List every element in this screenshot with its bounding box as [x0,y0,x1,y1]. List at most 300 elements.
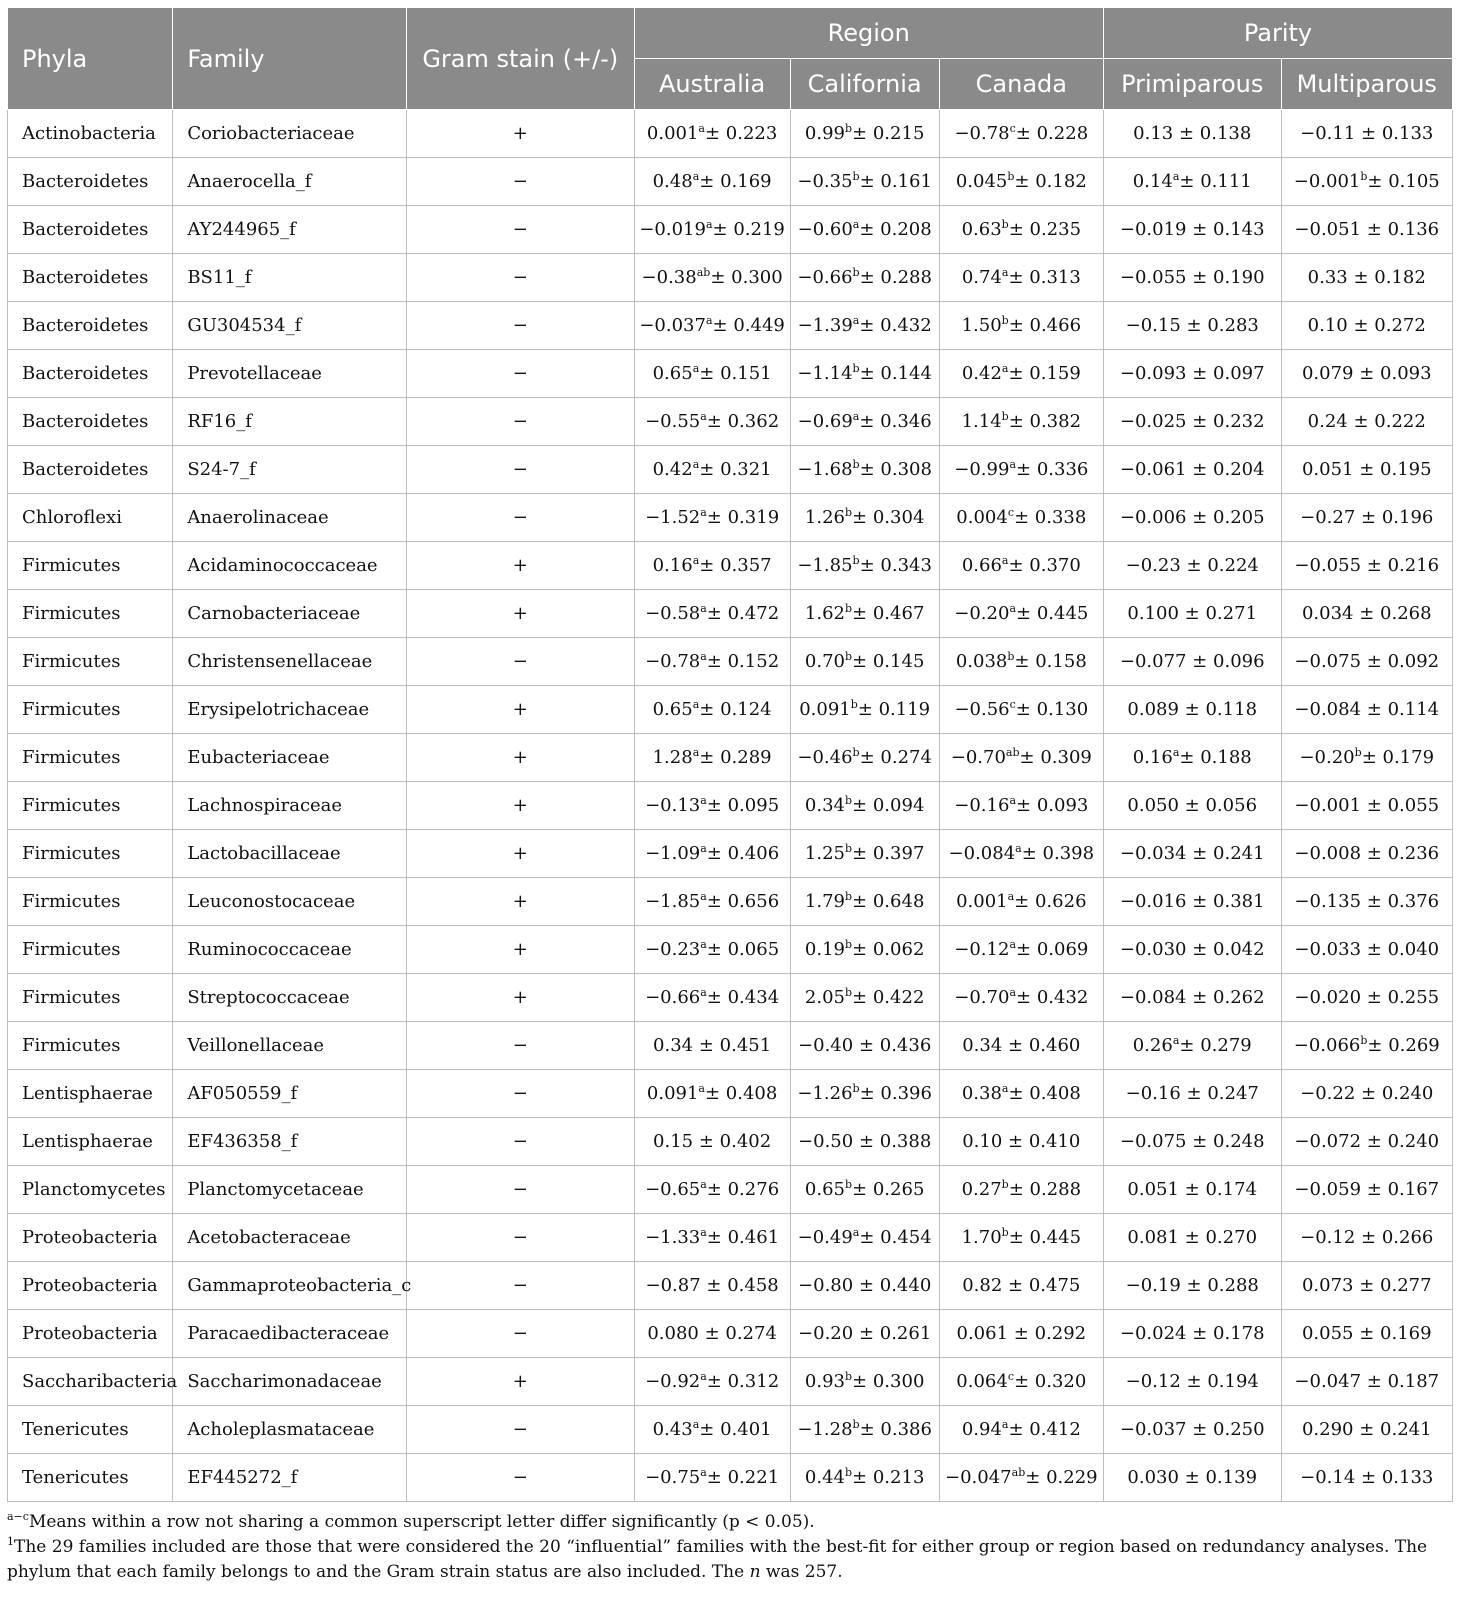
cell-gram-stain: + [406,590,634,638]
cell-gram-stain: − [406,302,634,350]
cell-se: 0.240 [1381,1083,1434,1104]
cell-se: 0.268 [1380,603,1432,624]
cell-superscript: a [700,842,707,855]
cell-mean: −0.001 [1293,171,1361,192]
cell-phyla: Firmicutes [8,878,173,926]
cell-se: 0.144 [880,363,932,384]
cell-mean: −0.35 [797,171,853,192]
cell-se: 0.114 [1387,699,1440,720]
cell-mean: −0.60 [797,219,853,240]
cell-se: 0.436 [879,1035,932,1056]
cell-se: 0.376 [1387,891,1440,912]
cell-superscript: a [1172,170,1180,183]
cell-multiparous: −0.051 ± 0.136 [1281,206,1453,254]
cell-gram-stain: + [406,878,634,926]
cell-mean: −0.15 [1125,315,1181,336]
cell-se: 0.466 [1029,315,1082,336]
cell-superscript: b [845,1370,853,1383]
cell-mean: −0.075 [1294,651,1362,672]
cell-canada: 0.34 ± 0.460 [939,1022,1103,1070]
cell-mean: 0.064 [956,1371,1008,1392]
cell-superscript: b [852,362,860,375]
cell-phyla: Firmicutes [8,590,173,638]
cell-family: EF436358_f [173,1118,407,1166]
cell-multiparous: −0.008 ± 0.236 [1281,830,1453,878]
cell-california: −1.14$^b$± 0.144 [790,350,939,398]
cell-superscript: a [1009,938,1016,951]
cell-se: 0.250 [1213,1419,1265,1440]
cell-california: 1.79$^b$± 0.648 [790,878,939,926]
cell-superscript: a [700,890,707,903]
cell-superscript: a [700,506,707,519]
cell-australia: −1.09$^a$± 0.406 [634,830,790,878]
cell-california: −0.20 ± 0.261 [790,1310,939,1358]
cell-mean: −0.019 [639,219,706,240]
cell-superscript: b [852,266,860,279]
cell-se: 0.133 [1381,123,1434,144]
cell-canada: −0.99$^a$± 0.336 [939,446,1103,494]
cell-primiparous: −0.006 ± 0.205 [1103,494,1281,542]
cell-mean: −0.66 [645,987,701,1008]
cell-mean: 0.055 [1301,1323,1354,1344]
cell-gram-stain: − [406,206,634,254]
cell-se: 0.656 [727,891,780,912]
cell-se: 0.119 [878,699,931,720]
table-row [8,158,1453,206]
cell-superscript: a [692,362,700,375]
cell-se: 0.062 [872,939,925,960]
cell-california: −1.85$^b$± 0.343 [790,542,939,590]
cell-california: −0.69$^a$± 0.346 [790,398,939,446]
cell-mean: −0.23 [1125,555,1181,576]
cell-superscript: a [1009,458,1016,471]
cell-australia: 1.28$^a$± 0.289 [634,734,790,782]
cell-superscript: b [845,842,853,855]
cell-family: Carnobacteriaceae [173,590,407,638]
cell-mean: −0.75 [645,1467,701,1488]
cell-mean: −0.50 [798,1131,854,1152]
cell-superscript: ab [1011,1466,1026,1479]
cell-primiparous: −0.16 ± 0.247 [1103,1070,1281,1118]
cell-superscript: b [852,170,860,183]
table-row [8,398,1453,446]
cell-mean: 1.70 [961,1227,1002,1248]
cell-australia: −0.65$^a$± 0.276 [634,1166,790,1214]
cell-mean: 0.42 [961,363,1002,384]
cell-gram-stain: + [406,926,634,974]
cell-mean: −0.047 [945,1467,1012,1488]
cell-primiparous: 0.13 ± 0.138 [1103,110,1281,158]
cell-superscript: b [1007,170,1015,183]
cell-se: 0.288 [1207,1275,1259,1296]
cell-mean: −0.055 [1294,555,1362,576]
cell-multiparous: 0.33 ± 0.182 [1281,254,1453,302]
cell-mean: 0.100 [1127,603,1179,624]
cell-mean: −1.85 [797,555,853,576]
cell-gram-stain: − [406,350,634,398]
cell-se: 0.336 [1036,459,1089,480]
cell-australia: −1.85$^a$± 0.656 [634,878,790,926]
cell-superscript: b [845,1466,853,1479]
cell-superscript: b [1360,1034,1368,1047]
cell-mean: 0.38 [961,1083,1002,1104]
cell-superscript: a [698,1082,705,1095]
table-row [8,206,1453,254]
cell-se: 0.386 [880,1419,932,1440]
cell-phyla: Firmicutes [8,974,173,1022]
cell-phyla: Bacteroidetes [8,398,173,446]
cell-mean: 0.13 [1133,123,1174,144]
cell-primiparous: 0.050 ± 0.056 [1103,782,1281,830]
cell-superscript: b [845,506,853,519]
cell-mean: −0.13 [645,795,701,816]
cell-australia: −0.037$^a$± 0.449 [634,302,790,350]
cell-superscript: a [852,314,860,327]
cell-se: 0.042 [1213,939,1265,960]
cell-se: 0.169 [1380,1323,1432,1344]
cell-gram-stain: − [406,1070,634,1118]
cell-mean: 0.24 [1307,411,1348,432]
cell-phyla: Planctomycetes [8,1166,173,1214]
cell-family: Saccharimonadaceae [173,1358,407,1406]
table-row [8,1262,1453,1310]
cell-mean: 0.93 [804,1371,845,1392]
cell-se: 0.138 [1199,123,1252,144]
cell-se: 0.460 [1028,1035,1081,1056]
cell-mean: 0.70 [804,651,845,672]
cell-se: 0.265 [872,1179,925,1200]
cell-mean: 0.99 [804,123,845,144]
cell-superscript: a [1001,266,1009,279]
footnote-marker: a−c [7,1510,29,1523]
cell-superscript: b [845,890,853,903]
cell-phyla: Firmicutes [8,542,173,590]
cell-multiparous: −0.135 ± 0.376 [1281,878,1453,926]
cell-canada: −0.16$^a$± 0.093 [939,782,1103,830]
cell-superscript: b [845,602,853,615]
cell-se: 0.648 [872,891,925,912]
cell-mean: 0.10 [962,1131,1003,1152]
cell-australia: −0.13$^a$± 0.095 [634,782,790,830]
cell-se: 0.095 [727,795,780,816]
cell-se: 0.215 [872,123,925,144]
table-footnotes [7,1510,1453,1585]
cell-mean: −0.016 [1119,891,1187,912]
cell-canada: −0.70$^{ab}$± 0.309 [939,734,1103,782]
cell-se: 0.467 [872,603,925,624]
cell-australia: −0.78$^a$± 0.152 [634,638,790,686]
cell-california: −1.28$^b$± 0.386 [790,1406,939,1454]
cell-australia: 0.48$^a$± 0.169 [634,158,790,206]
cell-se: 0.338 [1034,507,1087,528]
cell-phyla: Lentisphaerae [8,1118,173,1166]
cell-superscript: a [1001,362,1009,375]
cell-canada: −0.084$^a$± 0.398 [939,830,1103,878]
cell-se: 0.139 [1205,1467,1258,1488]
cell-se: 0.159 [1029,363,1081,384]
cell-se: 0.092 [1387,651,1440,672]
cell-se: 0.300 [731,267,783,288]
cell-canada: 0.27$^b$± 0.288 [939,1166,1103,1214]
cell-se: 0.111 [1200,171,1252,192]
cell-california: −0.40 ± 0.436 [790,1022,939,1070]
cell-multiparous: 0.290 ± 0.241 [1281,1406,1453,1454]
cell-california: −1.26$^b$± 0.396 [790,1070,939,1118]
cell-se: 0.461 [727,1227,780,1248]
cell-se: 0.312 [727,1371,780,1392]
cell-mean: 1.50 [961,315,1002,336]
cell-gram-stain: − [406,1118,634,1166]
cell-mean: −0.69 [797,411,853,432]
cell-superscript: a [692,1418,700,1431]
cell-se: 0.261 [879,1323,932,1344]
cell-mean: −0.20 [798,1323,854,1344]
cell-se: 0.182 [1374,267,1426,288]
cell-superscript: a [700,1178,707,1191]
cell-mean: 0.089 [1127,699,1179,720]
cell-phyla: Saccharibacteria [8,1358,173,1406]
cell-superscript: b [845,650,853,663]
cell-canada: 0.42$^a$± 0.159 [939,350,1103,398]
cell-superscript: a [852,218,860,231]
cell-superscript: c [1009,122,1016,135]
cell-mean: −0.20 [1299,747,1355,768]
cell-se: 0.412 [1029,1419,1081,1440]
cell-se: 0.445 [1029,1227,1082,1248]
cell-se: 0.309 [1040,747,1092,768]
cell-se: 0.292 [1034,1323,1087,1344]
cell-multiparous: 0.079 ± 0.093 [1281,350,1453,398]
cell-mean: −0.037 [639,315,706,336]
cell-canada: 0.045$^b$± 0.182 [939,158,1103,206]
cell-australia: 0.65$^a$± 0.151 [634,350,790,398]
cell-se: 0.224 [1207,555,1259,576]
cell-australia: −0.75$^a$± 0.221 [634,1454,790,1502]
cell-superscript: b [1007,650,1015,663]
cell-mean: 0.091 [646,1083,699,1104]
cell-superscript: a [692,554,700,567]
cell-primiparous: 0.089 ± 0.118 [1103,686,1281,734]
cell-mean: 1.79 [804,891,845,912]
cell-family: Leuconostocaceae [173,878,407,926]
cell-family: Coriobacteriaceae [173,110,407,158]
cell-family: Anaerocella_f [173,158,407,206]
cell-mean: −0.20 [954,603,1010,624]
cell-family: Planctomycetaceae [173,1166,407,1214]
cell-mean: −0.16 [954,795,1010,816]
cell-se: 0.241 [1213,843,1265,864]
cell-gram-stain: + [406,734,634,782]
cell-primiparous: −0.055 ± 0.190 [1103,254,1281,302]
footnote-significance [7,1510,1453,1535]
cell-canada: 1.50$^b$± 0.466 [939,302,1103,350]
cell-se: 0.279 [1200,1035,1252,1056]
cell-primiparous: −0.12 ± 0.194 [1103,1358,1281,1406]
cell-family: Prevotellaceae [173,350,407,398]
cell-canada: 1.70$^b$± 0.445 [939,1214,1103,1262]
cell-gram-stain: − [406,494,634,542]
cell-mean: 0.82 [962,1275,1003,1296]
cell-mean: −0.55 [645,411,701,432]
cell-family: Acetobacteraceae [173,1214,407,1262]
cell-mean: −0.024 [1119,1323,1187,1344]
cell-mean: 0.74 [961,267,1002,288]
cell-superscript: b [852,458,860,471]
cell-mean: −0.084 [1294,699,1362,720]
table-header [8,8,1453,110]
cell-mean: 0.14 [1132,171,1173,192]
header-family: Family [173,8,407,110]
cell-canada: 0.10 ± 0.410 [939,1118,1103,1166]
cell-mean: 0.65 [652,363,693,384]
cell-se: 0.247 [1207,1083,1259,1104]
cell-se: 0.402 [719,1131,772,1152]
cell-superscript: a [705,314,713,327]
cell-australia: −1.33$^a$± 0.461 [634,1214,790,1262]
data-table [7,7,1453,1502]
table-row [8,254,1453,302]
cell-se: 0.432 [880,315,932,336]
cell-mean: 1.62 [804,603,845,624]
cell-mean: 0.63 [961,219,1002,240]
cell-mean: −0.051 [1294,219,1362,240]
cell-mean: −0.27 [1300,507,1356,528]
cell-canada: 0.061 ± 0.292 [939,1310,1103,1358]
cell-phyla: Bacteroidetes [8,446,173,494]
cell-australia: 0.43$^a$± 0.401 [634,1406,790,1454]
cell-mean: 0.27 [961,1179,1002,1200]
cell-australia: 0.65$^a$± 0.124 [634,686,790,734]
cell-se: 0.274 [880,747,932,768]
footnote-text: Means within a row not sharing a common superscript letter differ significantly (p < 0.05). [28,1512,815,1532]
cell-gram-stain: − [406,158,634,206]
cell-se: 0.055 [1387,795,1440,816]
cell-gram-stain: + [406,782,634,830]
cell-mean: 0.34 [653,1035,694,1056]
cell-se: 0.262 [1213,987,1265,1008]
table-row [8,638,1453,686]
cell-multiparous: 0.055 ± 0.169 [1281,1310,1453,1358]
cell-superscript: b [845,938,853,951]
cell-se: 0.194 [1207,1371,1259,1392]
cell-mean: 0.034 [1301,603,1354,624]
cell-se: 0.276 [727,1179,780,1200]
header-australia: Australia [634,59,790,110]
cell-superscript: b [852,746,860,759]
cell-mean: −0.12 [1300,1227,1356,1248]
cell-se: 0.124 [720,699,772,720]
cell-family: Streptococcaceae [173,974,407,1022]
cell-california: 1.26$^b$± 0.304 [790,494,939,542]
cell-mean: 0.001 [956,891,1008,912]
cell-superscript: a [700,410,707,423]
cell-superscript: c [1007,1370,1014,1383]
cell-gram-stain: − [406,254,634,302]
cell-mean: 0.34 [804,795,845,816]
cell-superscript: b [852,1418,860,1431]
cell-se: 0.313 [1029,267,1081,288]
cell-mean: −0.70 [950,747,1006,768]
cell-mean: −0.12 [954,939,1010,960]
table-row [8,1358,1453,1406]
cell-superscript: a [700,794,707,807]
cell-mean: −0.066 [1293,1035,1361,1056]
cell-gram-stain: − [406,1166,634,1214]
cell-superscript: a [700,602,707,615]
table-row [8,542,1453,590]
cell-california: −0.46$^b$± 0.274 [790,734,939,782]
cell-mean: −0.92 [645,1371,701,1392]
cell-superscript: a [1001,1418,1009,1431]
cell-canada: 0.038$^b$± 0.158 [939,638,1103,686]
footnote-text: The 29 families included are those that were considered the 20 “influential” families with the best-fit for either group or region based on redundancy analyses. The phylum that each family belongs to and the Gram strain status are also included. The [7,1537,1428,1582]
cell-family: Gammaproteobacteria_c [173,1262,407,1310]
cell-mean: 0.34 [962,1035,1003,1056]
cell-mean: 0.073 [1301,1275,1354,1296]
cell-primiparous: −0.061 ± 0.204 [1103,446,1281,494]
cell-multiparous: −0.072 ± 0.240 [1281,1118,1453,1166]
cell-california: −1.39$^a$± 0.432 [790,302,939,350]
cell-family: Anaerolinaceae [173,494,407,542]
cell-superscript: a [700,1226,707,1239]
cell-superscript: b [845,986,853,999]
cell-mean: −0.006 [1119,507,1187,528]
cell-superscript: a [1009,986,1016,999]
table-row [8,1118,1453,1166]
footnote-families [7,1535,1453,1585]
cell-superscript: a [1009,794,1016,807]
cell-superscript: a [1172,746,1180,759]
cell-multiparous: −0.066$^b$± 0.269 [1281,1022,1453,1070]
cell-primiparous: −0.075 ± 0.248 [1103,1118,1281,1166]
cell-se: 0.167 [1387,1179,1440,1200]
cell-mean: −0.059 [1294,1179,1362,1200]
cell-primiparous: −0.084 ± 0.262 [1103,974,1281,1022]
cell-phyla: Tenericutes [8,1454,173,1502]
cell-mean: −0.40 [798,1035,854,1056]
cell-se: 0.065 [727,939,780,960]
cell-se: 0.454 [880,1227,932,1248]
header-region: Region [634,8,1103,59]
cell-mean: −0.084 [948,843,1016,864]
cell-multiparous: −0.20$^b$± 0.179 [1281,734,1453,782]
cell-se: 0.381 [1213,891,1265,912]
cell-canada: 0.74$^a$± 0.313 [939,254,1103,302]
cell-se: 0.396 [880,1083,932,1104]
cell-california: 0.34$^b$± 0.094 [790,782,939,830]
cell-mean: −0.56 [954,699,1010,720]
cell-family: Paracaedibacteraceae [173,1310,407,1358]
cell-california: −0.80 ± 0.440 [790,1262,939,1310]
cell-se: 0.288 [1029,1179,1082,1200]
cell-australia: 0.16$^a$± 0.357 [634,542,790,590]
cell-se: 0.255 [1387,987,1440,1008]
cell-superscript: b [845,794,853,807]
cell-se: 0.143 [1213,219,1265,240]
cell-australia: −0.019$^a$± 0.219 [634,206,790,254]
cell-se: 0.174 [1205,1179,1258,1200]
cell-phyla: Tenericutes [8,1406,173,1454]
cell-australia: −0.23$^a$± 0.065 [634,926,790,974]
cell-australia: 0.42$^a$± 0.321 [634,446,790,494]
cell-mean: 0.44 [804,1467,845,1488]
cell-se: 0.321 [720,459,772,480]
cell-primiparous: −0.016 ± 0.381 [1103,878,1281,926]
cell-phyla: Lentisphaerae [8,1070,173,1118]
cell-mean: −0.037 [1119,1419,1187,1440]
cell-se: 0.406 [727,843,780,864]
cell-mean: −1.28 [797,1419,853,1440]
